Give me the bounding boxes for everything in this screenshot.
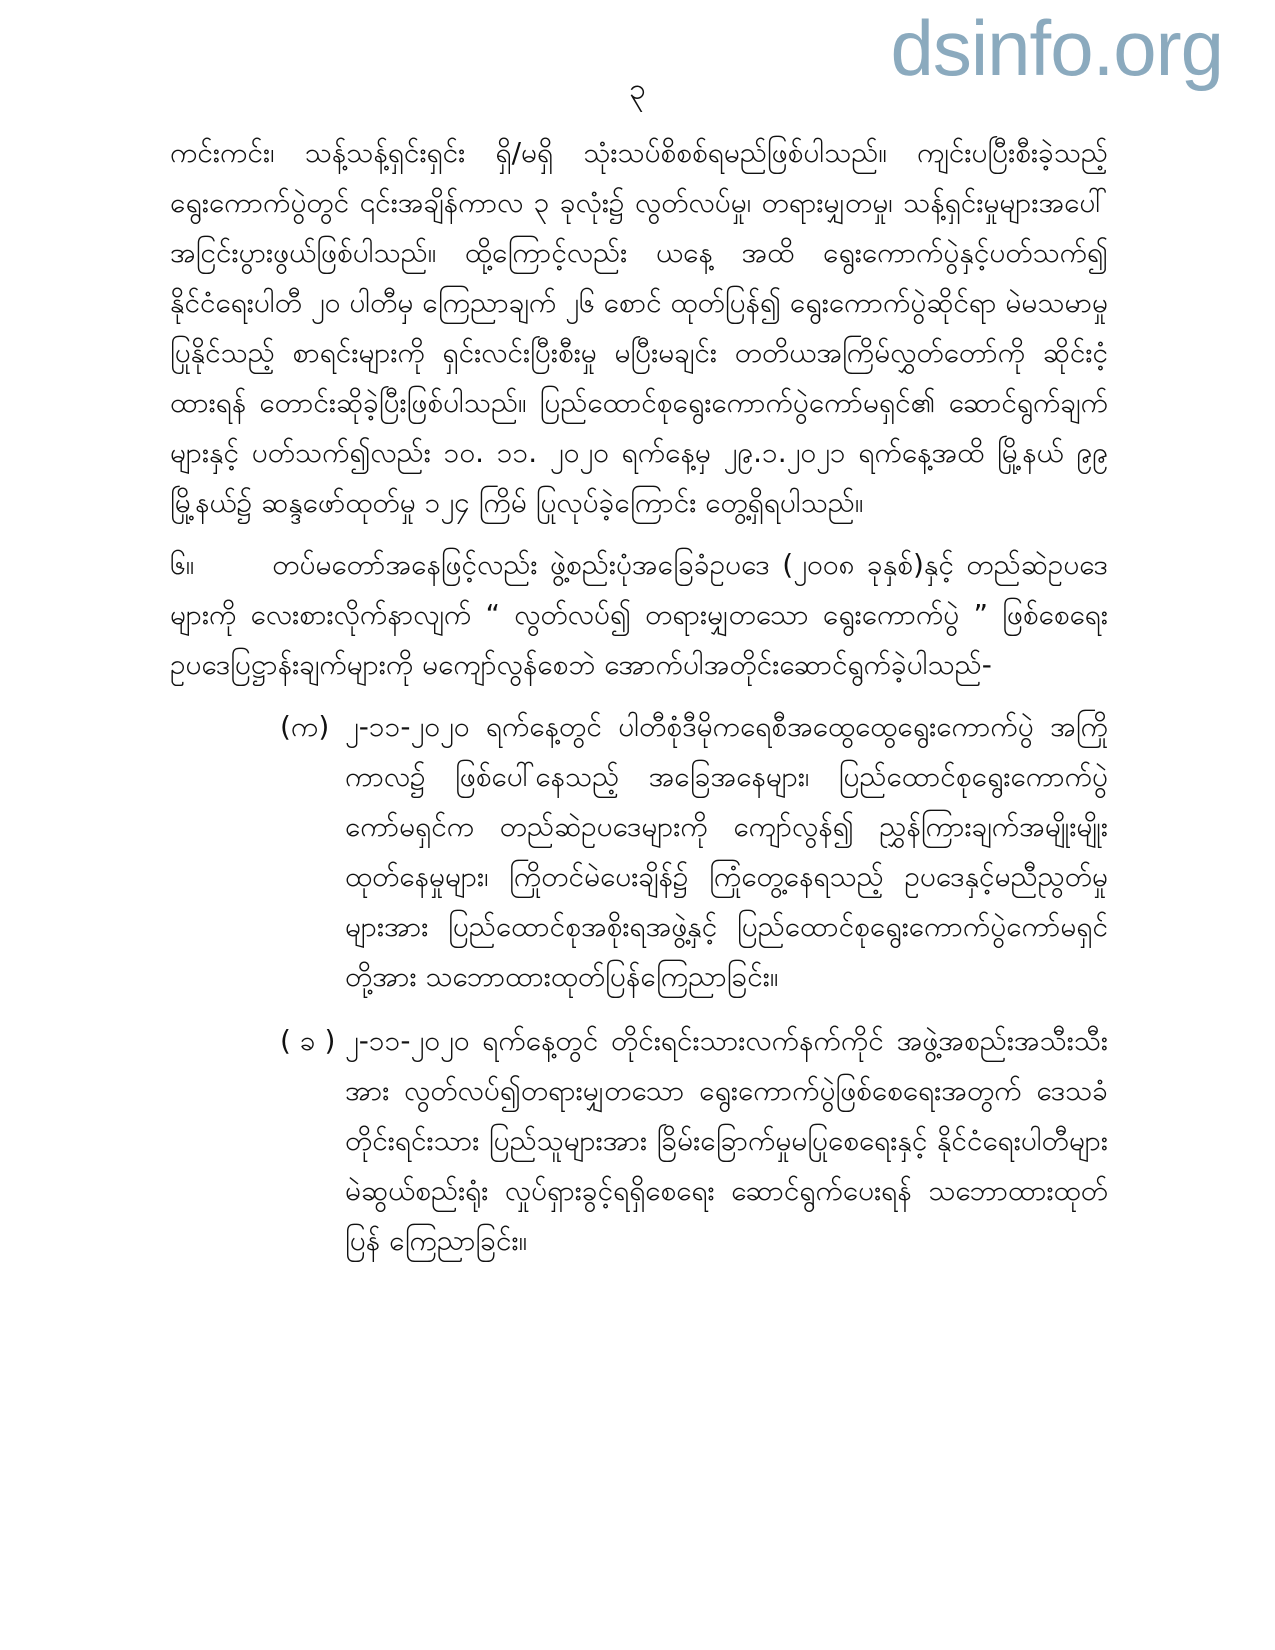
list-item-ka-text: ၂-၁၁-၂၀၂၀ ရက်နေ့တွင် ပါတီစုံဒီမိုကရေစီအထွေထွေရွေးကောက်ပွဲ အကြိုကာလ၌ ဖြစ်ပေါ်နေသည့် အခြေအနေများ၊ ပြည်ထောင်စုရွေးကောက်ပွဲကော်မရှင်က တည်ဆဲဥပဒေများကို ကျော်လွန်၍ ညွှန်ကြားချက်အမျိုးမျိုးထုတ်နေမှုများ၊ ကြိုတင်မဲပေးချိန်၌ ကြုံတွေ့နေရသည့် ဥပဒေနှင့်မညီညွတ်မှုများအား ပြည်ထောင်စုအစိုးရအဖွဲ့နှင့် ပြည်ထောင်စုရွေးကောက်ပွဲကော်မရှင်တို့အား သဘောထားထုတ်ပြန်ကြေညာခြင်း။ (345, 710, 1108, 993)
list-item-ka (170, 702, 1108, 1002)
page-number: ၃ (629, 72, 646, 107)
sub-item-list (170, 702, 1108, 1266)
list-item-kha-text: ၂-၁၁-၂၀၂၀ ရက်နေ့တွင် တိုင်းရင်းသားလက်နက်ကိုင် အဖွဲ့အစည်းအသီးသီးအား လွတ်လပ်၍တရားမျှတသော ရွေးကောက်ပွဲဖြစ်စေရေးအတွက် ဒေသခံတိုင်းရင်းသား ပြည်သူများအား ခြိမ်းခြောက်မှုမပြုစေရေးနှင့် နိုင်ငံရေးပါတီများ မဲဆွယ်စည်းရုံး လှုပ်ရှားခွင့်ရရှိစေရေး ဆောင်ရွက်ပေးရန် သဘောထားထုတ်ပြန် ကြေညာခြင်း။ (345, 1024, 1108, 1257)
watermark: dsinfo.org (890, 4, 1223, 92)
paragraph-6 (170, 540, 1108, 690)
paragraph-6-number: ၆။ (170, 548, 195, 581)
list-item-kha (170, 1016, 1108, 1266)
paragraph-6-text: တပ်မတော်အနေဖြင့်လည်း ဖွဲ့စည်းပုံအခြေခံဥပဒေ (၂၀၀၈ ခုနှစ်)နှင့် တည်ဆဲဥပဒေများကို လေးစားလိုက်နာလျက် “ လွတ်လပ်၍ တရားမျှတသော ရွေးကောက်ပွဲ ” ဖြစ်စေရေး ဥပဒေပြဋ္ဌာန်းချက်များကို မကျော်လွန်စေဘဲ အောက်ပါအတိုင်းဆောင်ရွက်ခဲ့ပါသည်- (170, 548, 1108, 681)
paragraph-continuation: ကင်းကင်း၊ သန့်သန့်ရှင်းရှင်း ရှိ/မရှိ သုံးသပ်စိစစ်ရမည်ဖြစ်ပါသည်။ ကျင်းပပြီးစီးခဲ့သည့် ရွေးကောက်ပွဲတွင် ၎င်းအချိန်ကာလ ၃ ခုလုံး၌ လွတ်လပ်မှု၊ တရားမျှတမှု၊ သန့်ရှင်းမှုများအပေါ် အငြင်းပွားဖွယ်ဖြစ်ပါသည်။ ထို့ကြောင့်လည်း ယနေ့ အထိ ရွေးကောက်ပွဲနှင့်ပတ်သက်၍ နိုင်ငံရေးပါတီ ၂၀ ပါတီမှ ကြေညာချက် ၂၆ စောင် ထုတ်ပြန်၍ ရွေးကောက်ပွဲဆိုင်ရာ မဲမသမာမှုပြုနိုင်သည့် စာရင်းများကို ရှင်းလင်းပြီးစီးမှု မပြီးမချင်း တတိယအကြိမ်လွှတ်တော်ကို ဆိုင်းငံ့ထားရန် တောင်းဆိုခဲ့ပြီးဖြစ်ပါသည်။ ပြည်ထောင်စုရွေးကောက်ပွဲကော်မရှင်၏ ဆောင်ရွက်ချက်များနှင့် ပတ်သက်၍လည်း ၁၀. ၁၁. ၂၀၂၀ ရက်နေ့မှ ၂၉.၁.၂၀၂၁ ရက်နေ့အထိ မြို့နယ် ၉၉ မြို့နယ်၌ ဆန္ဒဖော်ထုတ်မှု ၁၂၄ ကြိမ် ပြုလုပ်ခဲ့ကြောင်း တွေ့ရှိရပါသည်။ (170, 136, 1108, 519)
list-item-ka-label: (က) (280, 710, 330, 743)
list-item-kha-label: ( ခ ) (280, 1024, 336, 1057)
document-body (170, 128, 1108, 1280)
